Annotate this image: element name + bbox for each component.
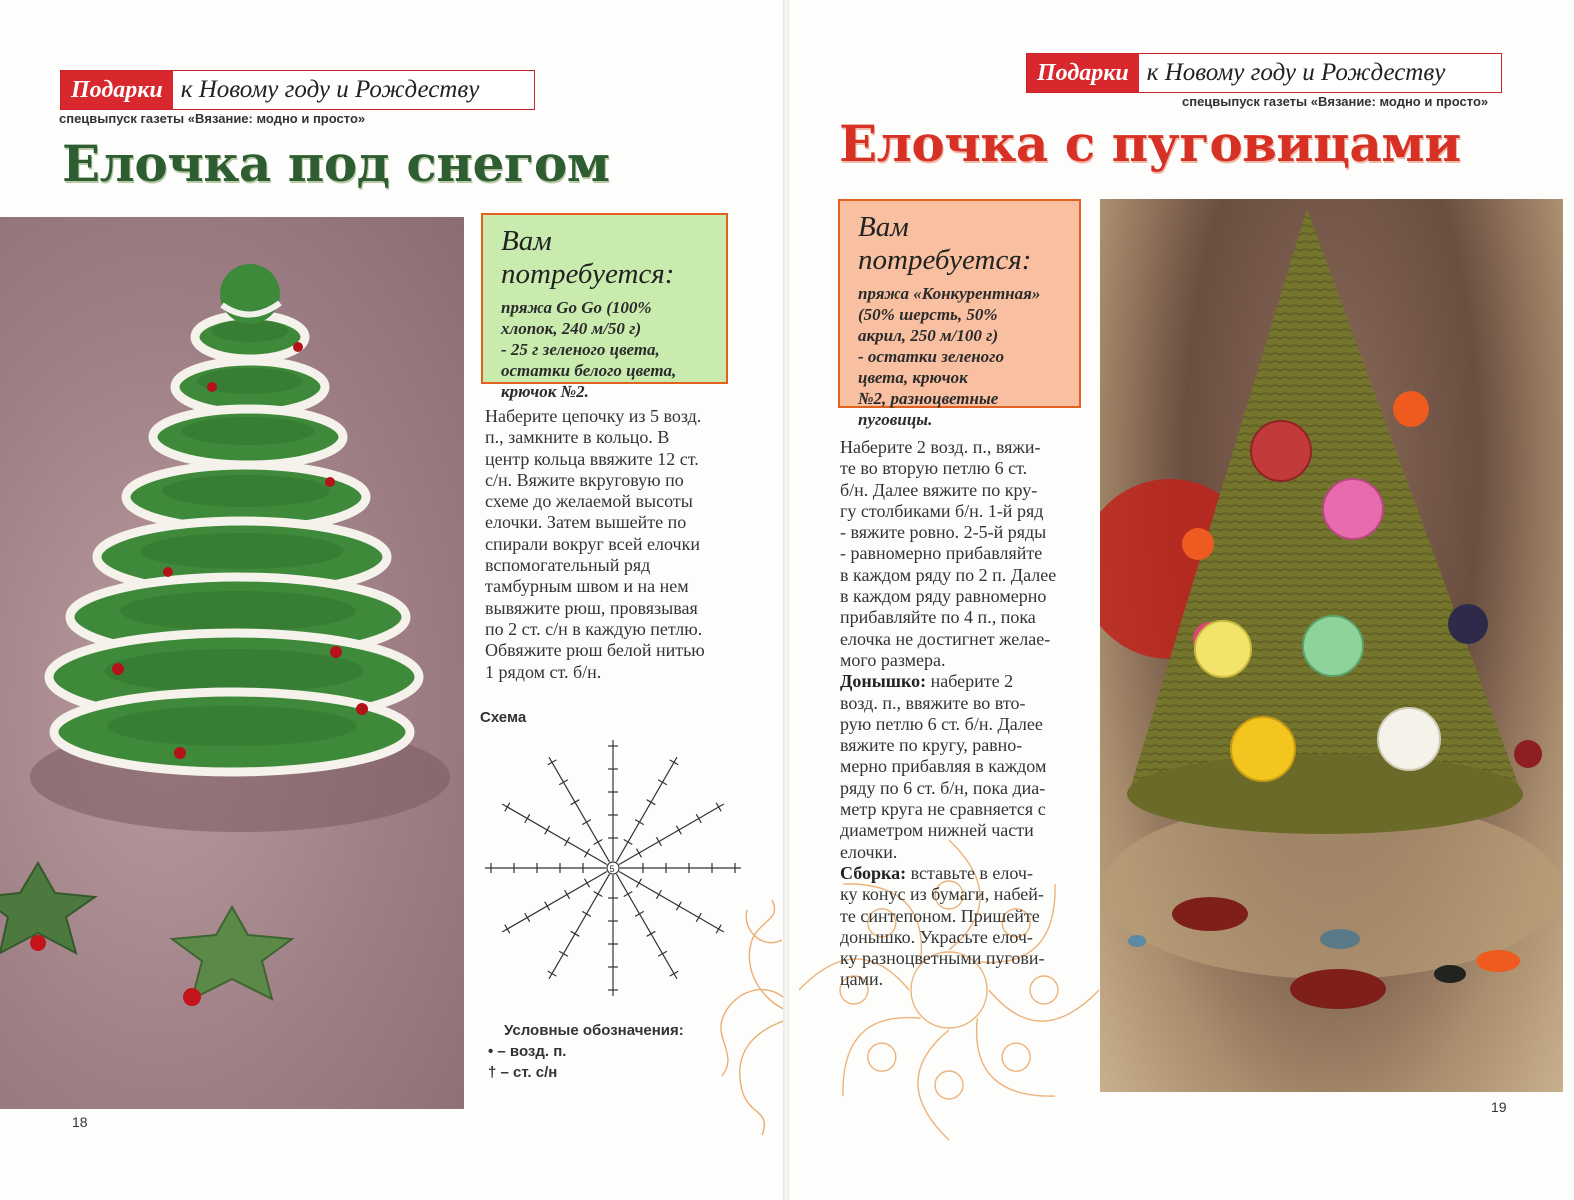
tree-photo bbox=[1100, 199, 1563, 1092]
legend bbox=[488, 1020, 684, 1083]
materials-line: пряжа Go Go (100% bbox=[501, 298, 652, 317]
bottom-label: Донышко: bbox=[840, 671, 927, 692]
instruction-line: наберите 2 bbox=[926, 671, 1014, 692]
instruction-line: вывяжите рюш, провязывая bbox=[485, 597, 698, 618]
instruction-line: Наберите 2 возд. п., вяжи- bbox=[840, 437, 1041, 457]
materials-line: №2, разноцветные bbox=[858, 389, 999, 408]
instruction-line: б/н. Далее вяжите по кру- bbox=[840, 479, 1038, 500]
instruction-line: прибавляйте по 4 п., пока bbox=[840, 607, 1036, 628]
materials-line: пуговицы. bbox=[858, 410, 933, 429]
materials-line: остатки белого цвета, bbox=[501, 361, 677, 380]
crochet-button-tree-illustration bbox=[1100, 199, 1563, 1092]
instruction-line: рую петлю 6 ст. б/н. Далее bbox=[840, 713, 1043, 734]
instruction-line: возд. п., ввяжите во вто- bbox=[840, 692, 1026, 713]
legend-item: † – ст. с/н bbox=[488, 1064, 558, 1081]
page-title: Елочка под снегом bbox=[62, 134, 610, 193]
instruction-line: - равномерно прибавляйте bbox=[840, 543, 1043, 564]
materials-heading: Вам потребуется: bbox=[501, 225, 675, 290]
instruction-line: цами. bbox=[840, 969, 884, 990]
instruction-line: вставьте в елоч- bbox=[906, 862, 1033, 883]
page-title: Елочка с пуговицами bbox=[839, 114, 1461, 173]
instruction-line: п., замкните в кольцо. В bbox=[485, 427, 670, 448]
instruction-line: те синтепоном. Пришейте bbox=[840, 905, 1040, 926]
right-page bbox=[789, 0, 1574, 1200]
materials-box bbox=[481, 213, 728, 401]
page-number: 19 bbox=[1491, 1099, 1507, 1115]
instruction-line: центр кольца ввяжите 12 ст. bbox=[485, 448, 699, 469]
materials-line: (50% шерсть, 50% bbox=[858, 305, 998, 324]
instruction-line: мого размера. bbox=[840, 649, 946, 670]
instruction-line: схеме до желаемой высоты bbox=[485, 491, 693, 512]
scheme-center-count: 5 bbox=[609, 864, 615, 874]
snowflake-ornament-icon bbox=[702, 880, 785, 1140]
section-banner bbox=[60, 70, 535, 110]
instruction-line: в каждом ряду равномерно bbox=[840, 586, 1047, 607]
materials-line: - 25 г зеленого цвета, bbox=[501, 340, 660, 359]
banner-label: Подарки bbox=[1027, 54, 1139, 92]
banner-text: к Новому году и Рождеству bbox=[180, 76, 480, 103]
materials-box bbox=[838, 199, 1081, 429]
instruction-line: в каждом ряду по 2 п. Далее bbox=[840, 564, 1057, 585]
instruction-line: тамбурным швом и на нем bbox=[485, 576, 689, 597]
instructions-text bbox=[485, 406, 775, 683]
instruction-line: донышко. Украсьте елоч- bbox=[840, 926, 1033, 947]
materials-line: хлопок, 240 м/50 г) bbox=[501, 319, 642, 338]
instruction-line: по 2 ст. с/н в каждую петлю. bbox=[485, 618, 703, 639]
instruction-line: мерно прибавляя в каждом bbox=[840, 756, 1047, 777]
assembly-section bbox=[840, 863, 1100, 884]
banner-label: Подарки bbox=[61, 71, 173, 109]
materials-text bbox=[501, 297, 708, 402]
instruction-line: 1 рядом ст. б/н. bbox=[485, 661, 602, 682]
bottom-section bbox=[840, 671, 1100, 692]
materials-heading: Вам потребуется: bbox=[858, 211, 1032, 276]
legend-heading: Условные обозначения: bbox=[504, 1022, 684, 1039]
instruction-line: те во вторую петлю 6 ст. bbox=[840, 458, 1028, 479]
banner-text: к Новому году и Рождеству bbox=[1146, 59, 1446, 86]
instruction-line: ряду по 6 ст. б/н, пока диа- bbox=[840, 777, 1046, 798]
instruction-line: спирали вокруг всей елочки bbox=[485, 533, 700, 554]
crochet-tree-illustration bbox=[0, 217, 464, 1109]
materials-text bbox=[858, 283, 1061, 430]
materials-line: цвета, крючок bbox=[858, 368, 968, 387]
instruction-line: елочка не достигнет желае- bbox=[840, 628, 1051, 649]
instruction-line: гу столбиками б/н. 1-й ряд bbox=[840, 500, 1044, 521]
materials-line: - остатки зеленого bbox=[858, 347, 1004, 366]
instruction-line: елочки. bbox=[840, 841, 898, 862]
instruction-line: Обвяжите рюш белой нитью bbox=[485, 640, 705, 661]
assembly-label: Сборка: bbox=[840, 862, 907, 883]
materials-line: пряжа «Конкурентная» bbox=[858, 284, 1041, 303]
instruction-line: ку разноцветными пугови- bbox=[840, 948, 1045, 969]
scheme-label: Схема bbox=[480, 709, 527, 726]
materials-line: крючок №2. bbox=[501, 382, 589, 401]
instruction-line: - вяжите ровно. 2-5-й ряды bbox=[840, 522, 1047, 543]
instruction-line: метр круга не сравняется с bbox=[840, 799, 1046, 820]
instruction-line: елочки. Затем вышейте по bbox=[485, 512, 687, 533]
tree-photo bbox=[0, 217, 464, 1109]
instructions-text bbox=[840, 437, 1100, 991]
left-page bbox=[0, 0, 785, 1200]
page-number: 18 bbox=[72, 1114, 88, 1130]
materials-line: акрил, 250 м/100 г) bbox=[858, 326, 999, 345]
instruction-line: вспомогательный ряд bbox=[485, 555, 651, 576]
section-banner bbox=[1026, 53, 1502, 93]
instruction-line: ку конус из бумаги, набей- bbox=[840, 884, 1044, 905]
legend-item: • – возд. п. bbox=[488, 1043, 567, 1060]
publication-subtitle: спецвыпуск газеты «Вязание: модно и просто» bbox=[1182, 94, 1489, 109]
publication-subtitle: спецвыпуск газеты «Вязание: модно и просто» bbox=[59, 111, 366, 126]
instruction-line: диаметром нижней части bbox=[840, 820, 1034, 841]
instruction-line: Наберите цепочку из 5 возд. bbox=[485, 406, 702, 426]
instruction-line: с/н. Вяжите вкруговую по bbox=[485, 469, 684, 490]
instruction-line: вяжите по кругу, равно- bbox=[840, 735, 1023, 756]
